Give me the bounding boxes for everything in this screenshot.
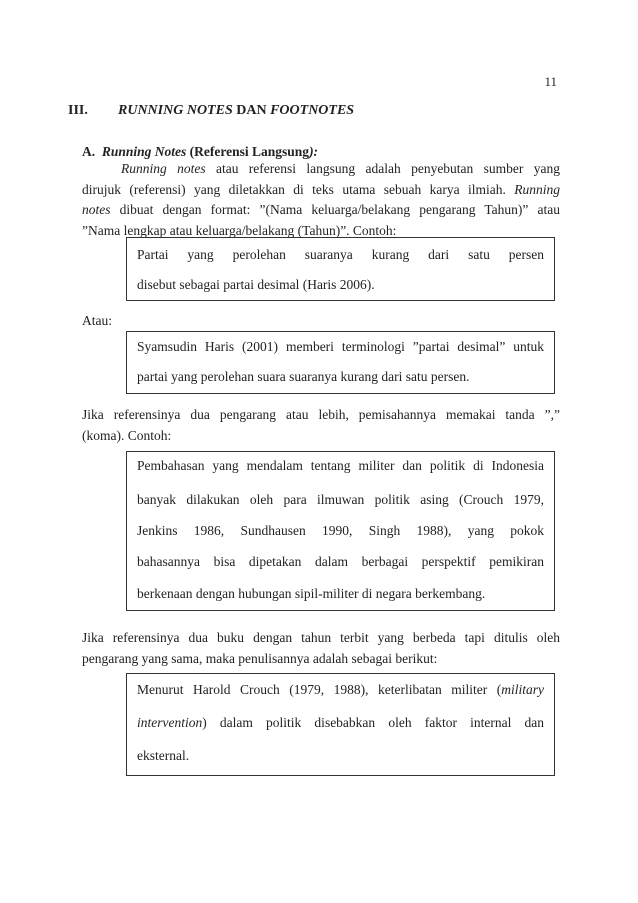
text-italic: Running: [514, 181, 560, 197]
atau-label: Atau:: [82, 313, 112, 328]
paragraph-line: pengarang yang sama, maka penulisannya adalah sebagai berikut:: [82, 650, 438, 666]
example-line: Syamsudin Haris (2001) memberi terminologi ”partai desimal” untuk: [137, 339, 544, 354]
subsection-title-part: ):: [309, 144, 319, 159]
paragraph-running-notes: [82, 159, 560, 241]
section-number: III.: [68, 103, 88, 118]
example-line: partai yang perolehan suara suaranya kurang dari satu persen.: [137, 369, 470, 384]
paragraph-line: ”Nama lengkap atau keluarga/belakang (Tahun)”. Contoh:: [82, 222, 397, 238]
paragraph-same-author: [82, 628, 560, 669]
paragraph-line: [82, 159, 560, 180]
text: atau referensi langsung adalah penyebutan sumber yang: [205, 161, 560, 176]
subsection-heading: [82, 144, 318, 160]
paragraph-line: (koma). Contoh:: [82, 427, 172, 443]
example-box-4: [126, 673, 555, 776]
example-line: banyak dilakukan oleh para ilmuwan politik asing (Crouch 1979,: [137, 492, 544, 507]
example-line: [137, 707, 544, 740]
page-number: 11: [544, 74, 557, 89]
text-italic: intervention: [137, 715, 203, 730]
example-box-2: [126, 331, 555, 394]
example-line: [137, 674, 544, 707]
paragraph-two-authors: [82, 405, 560, 446]
text: dibuat dengan format: ”(Nama keluarga/belakang pengarang Tahun)” atau: [110, 202, 560, 217]
paragraph-line: [82, 180, 560, 201]
paragraph-line: Jika referensinya dua pengarang atau lebih, pemisahannya memakai tanda ”,”: [82, 407, 560, 422]
example-box-1: [126, 237, 555, 301]
example-line: Jenkins 1986, Sundhausen 1990, Singh 1988), yang pokok: [137, 523, 544, 538]
subsection-title-part: Running Notes: [101, 144, 187, 159]
example-line: Pembahasan yang mendalam tentang militer dan politik di Indonesia: [137, 458, 544, 473]
text: ) dalam politik disebabkan oleh faktor internal dan: [202, 715, 544, 730]
section-title-part: DAN: [232, 103, 271, 118]
paragraph-line: Jika referensinya dua buku dengan tahun terbit yang berbeda tapi ditulis oleh: [82, 630, 560, 645]
section-title-part: RUNNING NOTES: [118, 103, 233, 118]
text-italic: military: [501, 682, 544, 697]
text-italic: Running notes: [121, 161, 206, 176]
example-line: bahasannya bisa dipetakan dalam berbagai perspektif pemikiran: [137, 554, 544, 569]
section-heading: [68, 103, 354, 119]
paragraph-line: [82, 200, 560, 221]
text-italic: notes: [82, 202, 111, 217]
text: dirujuk (referensi) yang diletakkan di teks utama sebuah karya ilmiah.: [82, 181, 515, 197]
example-line: berkenaan dengan hubungan sipil-militer di negara berkembang.: [137, 586, 486, 601]
example-line: Partai yang perolehan suaranya kurang dari satu persen: [137, 247, 544, 262]
section-title-part: FOOTNOTES: [270, 103, 355, 118]
subsection-label: A.: [82, 144, 96, 159]
text: Menurut Harold Crouch (1979, 1988), keterlibatan militer (: [137, 682, 502, 697]
subsection-title-part: (Referensi Langsung: [186, 144, 310, 159]
example-box-3: [126, 451, 555, 611]
example-line: disebut sebagai partai desimal (Haris 2006).: [137, 277, 375, 292]
example-line: eksternal.: [137, 748, 190, 763]
